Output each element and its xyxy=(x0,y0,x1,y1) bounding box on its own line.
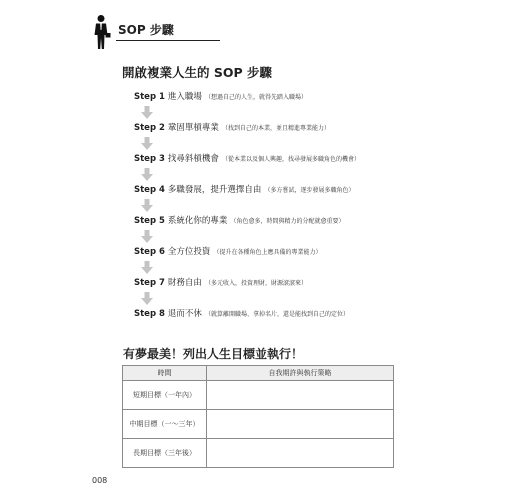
step-name: 系統化你的專業 xyxy=(167,216,228,226)
step-note: （從本業以及個人興趣，找尋發展多職角色的機會） xyxy=(221,156,360,163)
step-label: Step 6 xyxy=(134,247,165,257)
down-arrow-icon xyxy=(141,199,153,212)
page-header xyxy=(90,12,220,52)
step-item xyxy=(134,183,354,197)
step-label: Step 8 xyxy=(134,309,165,319)
table-row xyxy=(123,381,394,410)
table-row xyxy=(123,439,394,468)
step-item xyxy=(134,276,307,290)
down-arrow-icon xyxy=(141,292,153,305)
period-cell: 長期目標（三年後） xyxy=(123,439,207,468)
step-name: 財務自由 xyxy=(167,278,202,288)
period-cell: 短期目標（一年內） xyxy=(123,381,207,410)
strategy-cell[interactable] xyxy=(207,381,394,410)
step-label: Step 5 xyxy=(134,216,165,226)
step-name: 退而不休 xyxy=(167,309,202,319)
step-name: 全方位投資 xyxy=(167,247,211,257)
step-item xyxy=(134,121,330,135)
page-number: 008 xyxy=(92,476,108,485)
table-row xyxy=(123,410,394,439)
period-cell: 中期目標（一～三年） xyxy=(123,410,207,439)
strategy-cell[interactable] xyxy=(207,439,394,468)
column-header-strategy: 自我期許與執行策略 xyxy=(207,366,394,381)
step-note: （想過自己的人生，就得先踏入職場） xyxy=(204,94,307,101)
down-arrow-icon xyxy=(141,168,153,181)
step-item xyxy=(134,152,360,166)
step-label: Step 2 xyxy=(134,123,165,133)
step-label: Step 4 xyxy=(134,185,165,195)
strategy-cell[interactable] xyxy=(207,410,394,439)
step-name: 進入職場 xyxy=(167,92,202,102)
goal-table xyxy=(122,365,394,468)
businessman-icon xyxy=(90,14,112,50)
step-note: （找到自己的本業，並且精進專業能力） xyxy=(221,125,330,132)
step-label: Step 3 xyxy=(134,154,165,164)
step-label: Step 1 xyxy=(134,92,165,102)
down-arrow-icon xyxy=(141,106,153,119)
step-note: （多方嘗試，逐步發展多職角色） xyxy=(264,187,355,194)
step-note: （提升在各種角色上應具備的專業能力） xyxy=(213,249,322,256)
down-arrow-icon xyxy=(141,230,153,243)
step-note: （角色愈多，時間與精力的分配就愈重要） xyxy=(230,218,345,225)
step-item xyxy=(134,90,307,104)
step-item xyxy=(134,214,344,228)
step-label: Step 7 xyxy=(134,278,165,288)
step-note: （多元收入，投資理財，財源滾滾來） xyxy=(204,280,307,287)
column-header-time: 時間 xyxy=(123,366,207,381)
step-name: 多職發展，提升選擇自由 xyxy=(167,185,262,195)
section-title: 有夢最美！列出人生目標並執行！ xyxy=(123,347,304,361)
step-item xyxy=(134,307,349,321)
down-arrow-icon xyxy=(141,261,153,274)
down-arrow-icon xyxy=(141,137,153,150)
step-note: （就算離開職場、拿掉名片，還是能找到自己的定位） xyxy=(204,311,349,318)
header-title: SOP 步驟 xyxy=(116,23,220,41)
step-name: 找尋斜槓機會 xyxy=(167,154,219,164)
main-title: 開啟複業人生的 SOP 步驟 xyxy=(122,65,272,80)
step-name: 鞏固單槓專業 xyxy=(167,123,219,133)
step-item xyxy=(134,245,321,259)
table-header-row xyxy=(123,366,394,381)
